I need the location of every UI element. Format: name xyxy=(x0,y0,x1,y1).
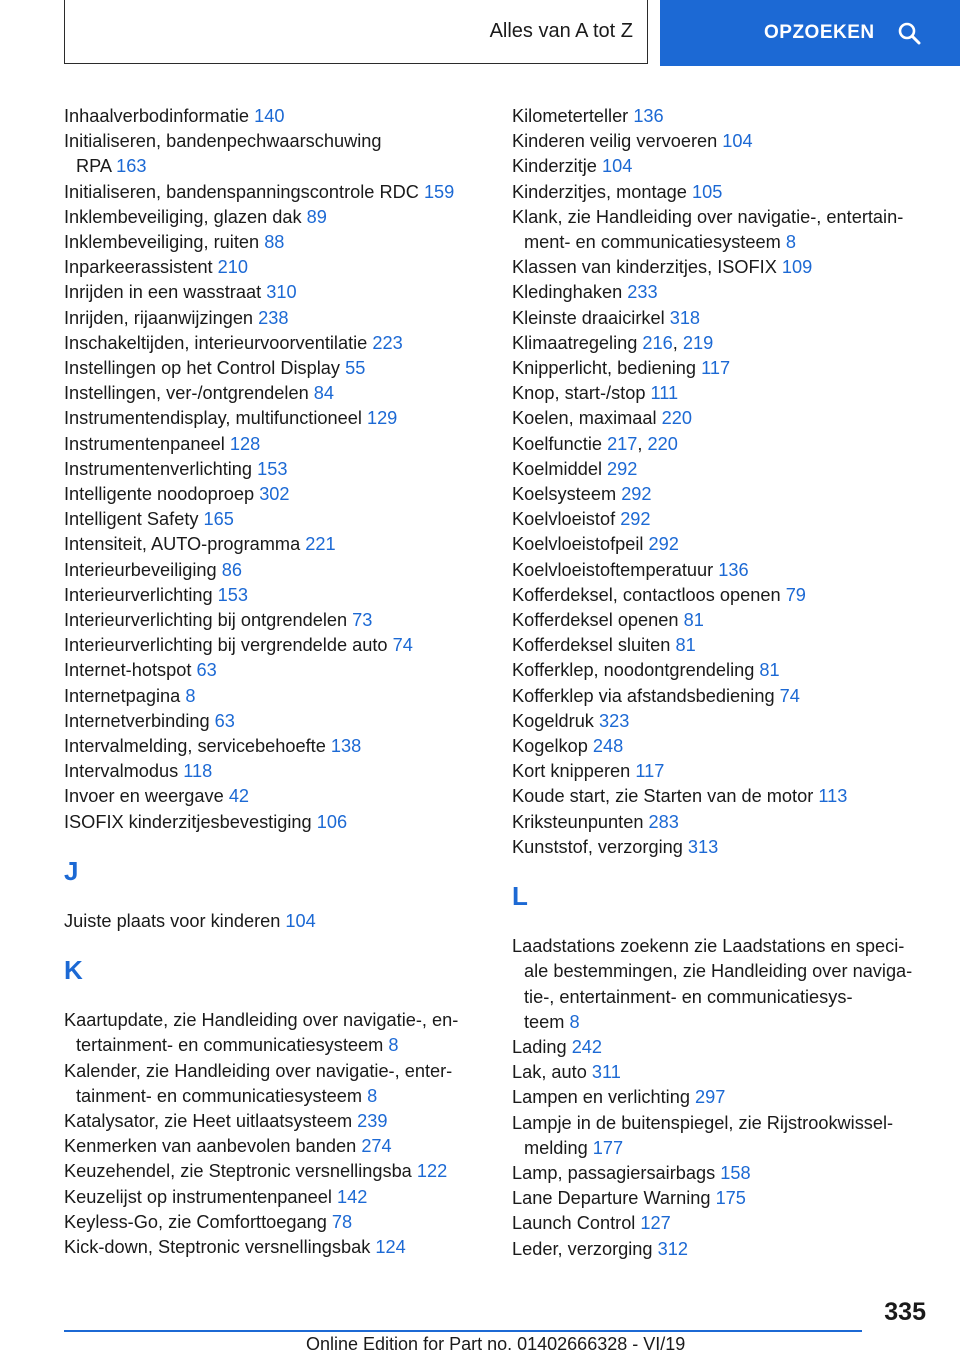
page-link[interactable]: 129 xyxy=(366,408,398,429)
index-entry-text: Intervalmodus xyxy=(64,761,179,782)
page-link[interactable]: 311 xyxy=(591,1062,621,1083)
index-entry-text: Klassen van kinderzitjes, ISOFIX xyxy=(512,257,777,278)
index-entry xyxy=(64,255,484,280)
index-entry xyxy=(64,205,484,230)
index-entry xyxy=(512,1085,942,1110)
index-entry xyxy=(64,558,484,583)
index-entry-text: Inrijden in een wasstraat xyxy=(64,282,262,303)
index-entry-text: Lampje in de buitenspiegel, zie Rijstrookwissel- xyxy=(512,1112,894,1133)
page-link[interactable]: 104 xyxy=(601,156,633,177)
index-entry-text: Instellingen, ver-/ontgrendelen xyxy=(64,383,309,404)
page-link[interactable]: 104 xyxy=(722,131,753,152)
page-link[interactable]: 238 xyxy=(258,307,289,328)
page-link[interactable]: 163 xyxy=(116,156,147,177)
page-link[interactable]: 136 xyxy=(633,106,664,126)
index-entry-text: Inrijden, rijaanwijzingen xyxy=(64,307,254,328)
index-entry-text: Initialiseren, bandenspanningscontrole RDC xyxy=(64,181,419,202)
index-entry-text: Kogeldruk xyxy=(512,710,594,731)
index-entry xyxy=(64,280,484,305)
page-link[interactable]: 113 xyxy=(818,786,848,807)
index-entry-text: Keyless-Go, zie Comforttoegang xyxy=(64,1211,327,1232)
page-link[interactable]: 55 xyxy=(345,358,366,379)
page-link[interactable]: 165 xyxy=(203,509,234,530)
index-entry-text: Inklembeveiliging, ruiten xyxy=(64,232,260,253)
index-entry xyxy=(512,810,942,835)
index-entry xyxy=(64,1210,484,1235)
index-entry xyxy=(512,356,942,381)
page-link[interactable]: 217 xyxy=(607,433,638,454)
index-entry-text: Kofferdeksel, contactloos openen xyxy=(512,584,781,605)
index-entry xyxy=(64,406,484,431)
index-entry-text: Kunststof, verzorging xyxy=(512,836,683,857)
page-link[interactable]: 220 xyxy=(647,433,678,454)
page-link[interactable]: 63 xyxy=(196,660,217,681)
index-entry-text: Interieurverlichting xyxy=(64,584,213,605)
index-column-left xyxy=(64,104,484,1260)
index-entry-text: Laadstations zoekenn zie Laadstations en speci- xyxy=(512,936,905,957)
index-entry-text: Kofferdeksel sluiten xyxy=(512,635,671,656)
index-entry-text: Instrumentenverlichting xyxy=(64,458,253,479)
page-link[interactable]: 297 xyxy=(695,1087,726,1108)
page-link[interactable]: 118 xyxy=(183,761,213,782)
index-entry xyxy=(64,1235,484,1260)
index-entry xyxy=(64,810,484,835)
page-link[interactable]: 84 xyxy=(313,383,334,404)
index-entry xyxy=(512,306,942,331)
index-entry: Klimaatregeling 216, 219 xyxy=(512,332,714,353)
page-link[interactable]: 175 xyxy=(715,1188,746,1209)
page-link[interactable]: 292 xyxy=(648,534,679,555)
page-link[interactable]: 292 xyxy=(621,484,652,505)
index-entry xyxy=(64,104,484,129)
page-link[interactable]: 323 xyxy=(598,710,630,731)
index-entry xyxy=(64,1109,484,1134)
page-link[interactable]: 42 xyxy=(228,786,250,807)
index-entry xyxy=(512,558,942,583)
page-link[interactable]: 106 xyxy=(316,811,348,832)
page-link[interactable]: 128 xyxy=(229,433,261,454)
index-entry-text: Interieurverlichting bij ontgrendelen xyxy=(64,610,348,631)
index-entry xyxy=(64,734,484,759)
index-entry-text: Kinderen veilig vervoeren xyxy=(512,131,718,152)
index-entry-text: ISOFIX kinderzitjesbevestiging xyxy=(64,811,312,832)
page-link[interactable]: 283 xyxy=(648,811,679,832)
index-entry-text: Kofferklep via afstandsbediening xyxy=(512,685,775,706)
index-entry xyxy=(512,583,942,608)
footer-divider xyxy=(64,1330,862,1332)
index-entry xyxy=(64,784,484,809)
page-link[interactable]: 216 xyxy=(642,332,673,353)
page-link[interactable]: 127 xyxy=(640,1213,671,1234)
page-link[interactable]: 219 xyxy=(682,332,714,353)
index-entry xyxy=(64,230,484,255)
page-link[interactable]: 105 xyxy=(691,181,723,202)
page-link[interactable]: 302 xyxy=(259,484,290,505)
page-link[interactable]: 8 xyxy=(388,1035,399,1056)
page-link[interactable]: 242 xyxy=(571,1036,603,1057)
search-label: OPZOEKEN xyxy=(764,22,875,43)
index-entry-text: Kaartupdate, zie Handleiding over navigatie-, en- xyxy=(64,1010,459,1031)
search-icon xyxy=(897,21,921,45)
page-link[interactable]: 74 xyxy=(779,685,800,706)
page-link[interactable]: 312 xyxy=(657,1238,688,1259)
index-entry-text: Internetverbinding xyxy=(64,710,210,731)
index-entry xyxy=(64,583,484,608)
page-link[interactable]: 153 xyxy=(217,584,249,605)
index-entry xyxy=(512,1161,942,1186)
index-entry xyxy=(64,532,484,557)
index-entry-text: Invoer en weergave xyxy=(64,786,224,807)
index-entry-text: Koelvloeistof xyxy=(512,509,616,530)
index-group-j xyxy=(64,909,484,934)
page-link[interactable]: 104 xyxy=(285,910,316,931)
index-entry xyxy=(512,1186,942,1211)
index-entry-text: Initialiseren, bandenpechwaarschuwing xyxy=(64,131,382,152)
edition-text: Online Edition for Part no. 01402666328 - VI/19 xyxy=(306,1334,686,1354)
index-entry xyxy=(512,1060,942,1085)
index-entry-text: tainment- en communicatiesysteem xyxy=(76,1085,363,1106)
index-entry-text: Kleinste draaicirkel xyxy=(512,307,665,328)
index-entry-text: Keuzelijst op instrumentenpaneel xyxy=(64,1186,332,1207)
index-entry xyxy=(512,1211,942,1236)
section-letter-j: J xyxy=(64,855,79,886)
page-link[interactable]: 233 xyxy=(627,282,658,303)
section-letter-l: L xyxy=(512,881,528,912)
index-entry xyxy=(512,1237,942,1262)
index-group-l xyxy=(512,934,942,1262)
search-button[interactable] xyxy=(660,0,960,66)
index-entry xyxy=(512,406,942,431)
index-entry-text: Koude start, zie Starten van de motor xyxy=(512,786,814,807)
index-entry-text: Klank, zie Handleiding over navigatie-, entertain- xyxy=(512,206,904,227)
index-entry xyxy=(64,129,484,179)
index-entry-text: Klimaatregeling xyxy=(512,332,638,353)
page-link[interactable]: 117 xyxy=(701,358,731,379)
index-entry xyxy=(64,1059,484,1109)
index-entry xyxy=(512,658,942,683)
index-entry-text: Kick-down, Steptronic versnellingsbak xyxy=(64,1236,371,1257)
index-entry-text: Instrumentenpaneel xyxy=(64,433,225,454)
index-entry xyxy=(64,1159,484,1184)
page-link[interactable]: 239 xyxy=(357,1110,388,1131)
index-entry-text: Knipperlicht, bediening xyxy=(512,358,697,379)
page-link[interactable]: 210 xyxy=(217,257,249,278)
page-link[interactable]: 111 xyxy=(650,383,679,404)
index-entry-text: Katalysator, zie Heet uitlaatsysteem xyxy=(64,1110,353,1131)
index-entry-text: Koelvloeistofpeil xyxy=(512,534,644,555)
index-entry xyxy=(512,381,942,406)
page-link[interactable]: 248 xyxy=(592,736,624,757)
index-entry xyxy=(64,381,484,406)
page-link[interactable]: 292 xyxy=(620,509,651,530)
page-link[interactable]: 153 xyxy=(257,458,288,479)
index-entry-text: Kenmerken van aanbevolen banden xyxy=(64,1136,357,1157)
page-link[interactable]: 81 xyxy=(675,635,696,656)
index-entry-text: Leder, verzorging xyxy=(512,1238,653,1259)
index-entry-text: Juiste plaats voor kinderen xyxy=(64,910,281,931)
index-entry xyxy=(64,1008,484,1058)
page-link[interactable]: 159 xyxy=(423,181,455,202)
index-entry xyxy=(64,1134,484,1159)
page-link[interactable]: 220 xyxy=(661,408,692,429)
section-letter-k: K xyxy=(64,955,83,986)
page-number: 335 xyxy=(884,1298,926,1326)
index-entry-text: ale bestemmingen, zie Handleiding over naviga- xyxy=(524,961,913,982)
index-entry-text: Instrumentendisplay, multifunctioneel xyxy=(64,408,362,429)
index-entry xyxy=(512,532,942,557)
page-link[interactable]: 117 xyxy=(635,761,665,782)
index-entry xyxy=(64,608,484,633)
index-entry xyxy=(512,759,942,784)
page-link[interactable]: 81 xyxy=(683,610,704,631)
index-entry-text: Koelsysteem xyxy=(512,484,617,505)
index-entry xyxy=(512,835,942,860)
index-entry-text: RPA xyxy=(76,156,112,177)
page-link[interactable]: 109 xyxy=(781,257,813,278)
index-entry-text: Intelligente noodoproep xyxy=(64,484,255,505)
index-entry xyxy=(64,633,484,658)
index-entry xyxy=(64,180,484,205)
index-entry xyxy=(512,1035,942,1060)
index-entry xyxy=(512,709,942,734)
index-entry xyxy=(64,709,484,734)
index-entry-text: Lamp, passagiersairbags xyxy=(512,1162,716,1183)
index-entry-text: Kort knipperen xyxy=(512,761,631,782)
index-entry xyxy=(64,684,484,709)
index-entry-text: Kalender, zie Handleiding over navigatie-, enter- xyxy=(64,1060,453,1081)
page-link[interactable]: 8 xyxy=(569,1011,580,1032)
index-entry-text: Inhaalverbodinformatie xyxy=(64,106,250,126)
page-link[interactable]: 158 xyxy=(720,1162,751,1183)
index-entry xyxy=(512,784,942,809)
index-group-k xyxy=(64,1008,484,1260)
index-entry-text: Kofferdeksel openen xyxy=(512,610,679,631)
index-entry-text: Inklembeveiliging, glazen dak xyxy=(64,206,302,227)
page-link[interactable]: 274 xyxy=(361,1136,392,1157)
page-link[interactable]: 138 xyxy=(330,736,362,757)
index-entry xyxy=(64,507,484,532)
index-entry xyxy=(64,356,484,381)
page-link[interactable]: 221 xyxy=(305,534,336,555)
index-entry-text: Kofferklep, noodontgrendeling xyxy=(512,660,755,681)
index-entry xyxy=(512,684,942,709)
index-entry xyxy=(512,633,942,658)
index-entry-text: Interieurbeveiliging xyxy=(64,559,217,580)
index-entry-text: Kinderzitje xyxy=(512,156,597,177)
index-group-k-cont xyxy=(512,104,942,860)
index-entry-text: Interieurverlichting bij vergrendelde auto xyxy=(64,635,388,656)
index-entry-text: Koelmiddel xyxy=(512,458,602,479)
index-entry-text: Intelligent Safety xyxy=(64,509,199,530)
index-entry xyxy=(64,1185,484,1210)
page-link[interactable]: 73 xyxy=(352,610,373,631)
index-entry-text: Lampen en verlichting xyxy=(512,1087,690,1108)
index-entry xyxy=(512,608,942,633)
index-entry-text: Lak, auto xyxy=(512,1062,587,1083)
index-entry xyxy=(512,180,942,205)
index-entry xyxy=(64,457,484,482)
page-link[interactable]: 79 xyxy=(785,584,806,605)
page-link[interactable]: 318 xyxy=(669,307,701,328)
index-entry xyxy=(512,280,942,305)
page-link[interactable]: 223 xyxy=(372,332,403,353)
index-entry-text: Lading xyxy=(512,1036,567,1057)
a-to-z-label: Alles van A tot Z xyxy=(489,20,633,42)
index-entry-text: Koelfunctie xyxy=(512,433,602,454)
page-link[interactable]: 177 xyxy=(592,1137,624,1158)
index-entry xyxy=(512,734,942,759)
page-link[interactable]: 310 xyxy=(266,282,297,303)
index-entry xyxy=(512,154,942,179)
index-entry xyxy=(512,1111,942,1161)
page-link[interactable]: 140 xyxy=(254,106,285,126)
page-link[interactable]: 8 xyxy=(185,685,196,706)
index-entry-text: Lane Departure Warning xyxy=(512,1188,711,1209)
top-bar xyxy=(0,0,960,66)
index-entry-text: teem xyxy=(524,1011,565,1032)
page-link[interactable]: 63 xyxy=(214,710,235,731)
page-link[interactable]: 86 xyxy=(221,559,242,580)
index-group-i xyxy=(64,104,484,835)
page-link[interactable]: 136 xyxy=(718,559,749,580)
index-entry-text: Kriksteunpunten xyxy=(512,811,644,832)
index-entry xyxy=(64,331,484,356)
page-link[interactable]: 292 xyxy=(607,458,638,479)
index-entry xyxy=(64,658,484,683)
index-entry-text: tie-, entertainment- en communicatiesys- xyxy=(524,986,853,1007)
index-entry xyxy=(512,507,942,532)
index-entry xyxy=(64,909,484,934)
index-column-right xyxy=(512,104,942,1262)
index-entry xyxy=(512,934,942,1035)
index-entry-text: Kilometerteller xyxy=(512,106,629,126)
index-entry-text: Internet-hotspot xyxy=(64,660,192,681)
page-link[interactable]: 313 xyxy=(687,836,719,857)
page-link[interactable]: 88 xyxy=(264,232,285,253)
index-entry-text: tertainment- en communicatiesysteem xyxy=(76,1035,384,1056)
page-link[interactable]: 78 xyxy=(331,1211,353,1232)
index-entry xyxy=(512,255,942,280)
index-entry-text: Knop, start-/stop xyxy=(512,383,646,404)
page-link[interactable]: 89 xyxy=(306,206,327,227)
page-link[interactable]: 74 xyxy=(392,635,413,656)
index-entry-text: Intensiteit, AUTO-programma xyxy=(64,534,301,555)
index-entry xyxy=(512,457,942,482)
index-entry-text: ment- en communicatiesysteem xyxy=(524,232,781,253)
a-to-z-tab[interactable] xyxy=(64,0,648,64)
index-entry xyxy=(64,759,484,784)
index-entry-text: Launch Control xyxy=(512,1213,636,1234)
index-entry-text: Inschakeltijden, interieurvoorventilatie xyxy=(64,332,368,353)
index-entry xyxy=(512,205,942,255)
index-entry-text: Kledinghaken xyxy=(512,282,623,303)
page-link[interactable]: 142 xyxy=(337,1186,368,1207)
page-link[interactable]: 8 xyxy=(367,1085,378,1106)
index-entry-text: Instellingen op het Control Display xyxy=(64,358,341,379)
index-entry xyxy=(512,104,942,129)
index-entry-text: Inparkeerassistent xyxy=(64,257,213,278)
index-entry-text: Kinderzitjes, montage xyxy=(512,181,687,202)
index-entry-text: melding xyxy=(524,1137,588,1158)
index-entry-text: Keuzehendel, zie Steptronic versnellingsba xyxy=(64,1161,412,1182)
index-entry xyxy=(512,129,942,154)
page-link[interactable]: 122 xyxy=(416,1161,448,1182)
index-entry-text: Koelen, maximaal xyxy=(512,408,657,429)
page-link[interactable]: 8 xyxy=(785,232,796,253)
index-entry-text: Kogelkop xyxy=(512,736,588,757)
index-entry-text: Intervalmelding, servicebehoefte xyxy=(64,736,326,757)
index-entry xyxy=(64,482,484,507)
index-entry xyxy=(512,482,942,507)
index-entry xyxy=(64,432,484,457)
page-link[interactable]: 124 xyxy=(375,1236,406,1257)
index-entry xyxy=(64,306,484,331)
page-link[interactable]: 81 xyxy=(759,660,780,681)
index-entry: Koelfunctie 217, 220 xyxy=(512,433,678,454)
index-entry-text: Internetpagina xyxy=(64,685,181,706)
index-entry-text: Koelvloeistoftemperatuur xyxy=(512,559,714,580)
